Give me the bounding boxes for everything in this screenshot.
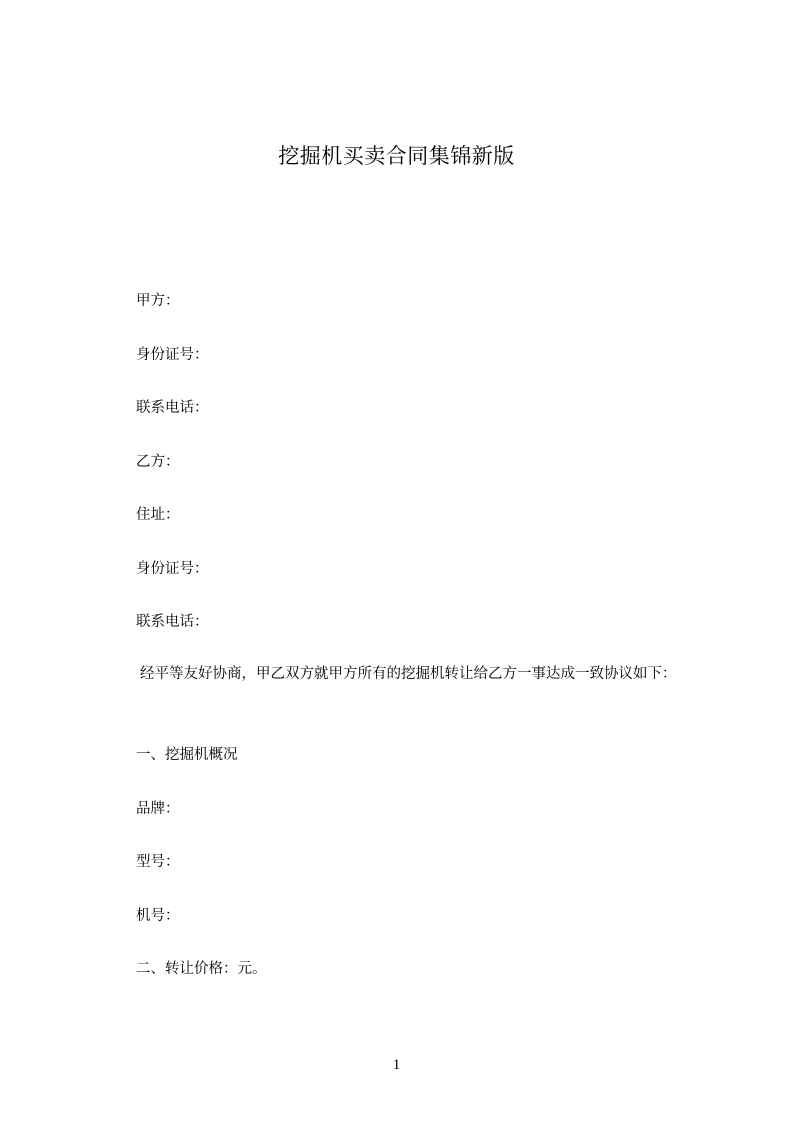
intro-text: 经平等友好协商，甲乙双方就甲方所有的挖掘机转让给乙方一事达成一致协议如下： xyxy=(140,666,677,682)
model-label: 型号： xyxy=(136,854,180,870)
party-a-id-label: 身份证号： xyxy=(136,347,209,363)
party-b-label: 乙方： xyxy=(136,454,180,470)
party-b-address-label: 住址： xyxy=(136,507,180,523)
intro-paragraph xyxy=(107,661,707,688)
party-a-phone-label: 联系电话： xyxy=(136,400,209,416)
section2-heading: 二、转让价格：元。 xyxy=(136,961,267,977)
party-b-id-label: 身份证号： xyxy=(136,561,209,577)
brand-label: 品牌： xyxy=(136,801,180,817)
party-a-label: 甲方： xyxy=(136,293,180,309)
document-title: 挖掘机买卖合同集锦新版 xyxy=(278,144,515,168)
party-b-phone-label: 联系电话： xyxy=(136,614,209,630)
machine-number-label: 机号： xyxy=(136,908,180,924)
section1-heading: 一、挖掘机概况 xyxy=(136,747,238,763)
page-number: 1 xyxy=(392,1057,401,1073)
